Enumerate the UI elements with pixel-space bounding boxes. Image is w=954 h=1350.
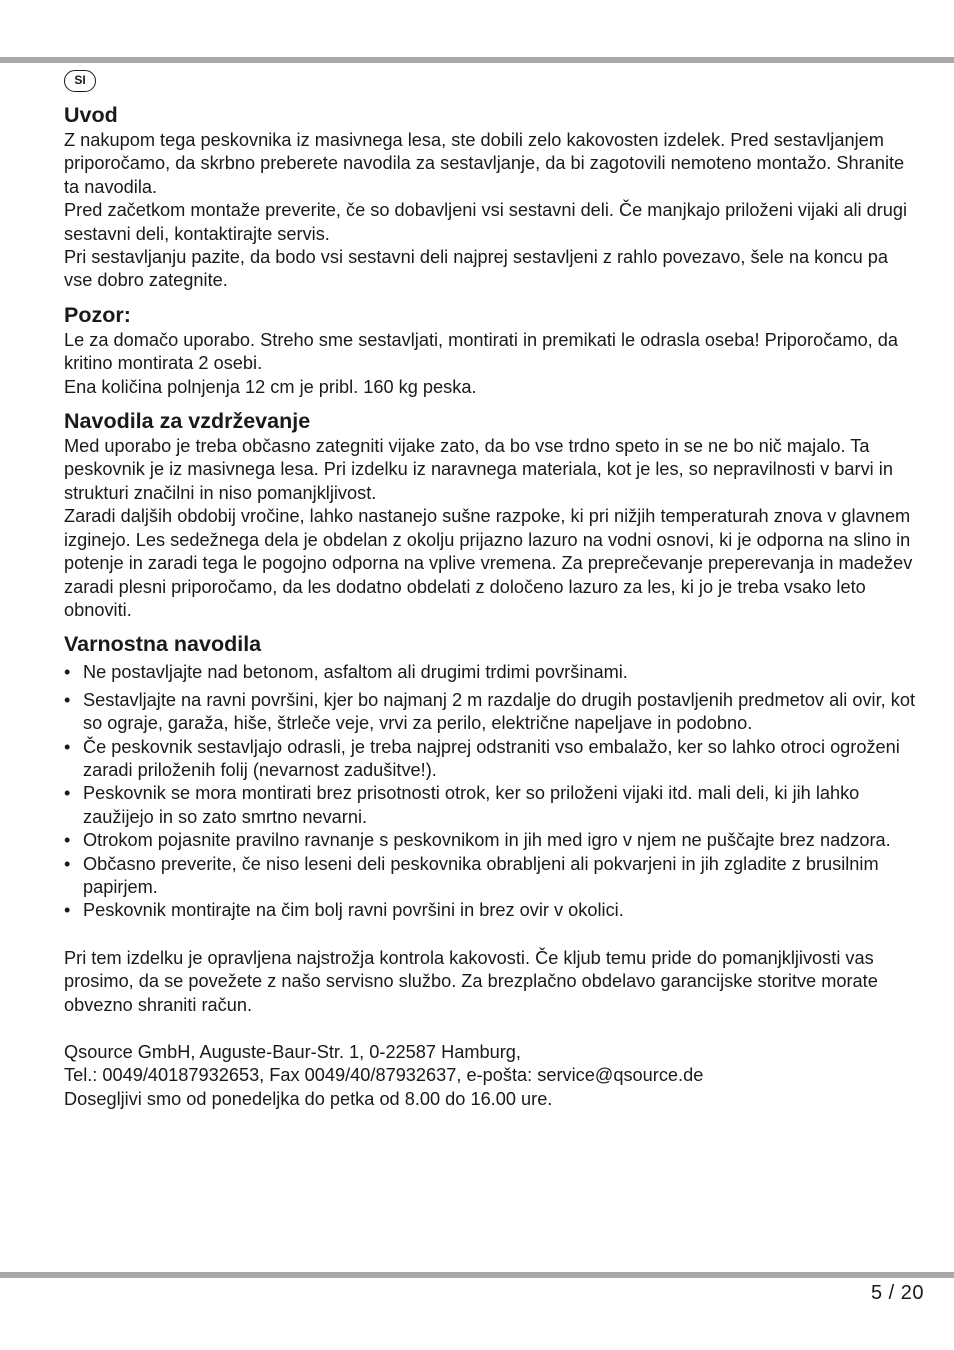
section-title-safety: Varnostna navodila <box>64 632 262 657</box>
section-title-caution: Pozor: <box>64 302 131 327</box>
intro-paragraph-2: Pred začetkom montaže preverite, če so dobavljeni vsi sestavni deli. Če manjkajo priloženi vijaki ali drugi sestavni deli, kontaktirajte servis. <box>64 200 908 244</box>
section-title-intro: Uvod <box>64 103 118 127</box>
safety-item-text: Sestavljajte na ravni površini, kjer bo najmanj 2 m razdalje do drugih postavljenih predmetov ali ovir, kot so ograje, garaža, hiše, štrleče veje, vrvi za perilo, električne napeljave in podobno. <box>83 689 915 734</box>
safety-item-text: Peskovnik montirajte na čim bolj ravni površini in brez ovir v okolici. <box>83 900 624 921</box>
section-caution <box>64 301 919 399</box>
list-item <box>64 853 919 900</box>
list-item <box>64 689 919 736</box>
maintenance-paragraph-1: Med uporabo je treba občasno zategniti vijake zato, da bo vse trdno speto in se ne bo nič majalo. Ta peskovnik je iz masivnega lesa. Pri izdelku iz naravnega materiala, kot je les, so nepravilnosti v barvi in strukturi značilni in niso pomanjkljivost. <box>64 436 893 503</box>
list-item <box>64 899 919 922</box>
caution-paragraph-2: Ena količina polnjenja 12 cm je pribl. 160 kg peska. <box>64 376 477 397</box>
bullet-icon: • <box>64 662 71 683</box>
safety-item-text: Ne postavljajte nad betonom, asfaltom ali drugimi trdimi površinami. <box>83 662 628 683</box>
bullet-icon: • <box>64 853 71 874</box>
language-badge-si: SI <box>64 70 96 92</box>
list-item <box>64 661 919 684</box>
contact-block <box>64 1041 919 1111</box>
bullet-icon: • <box>64 736 71 757</box>
safety-item-text: Občasno preverite, če niso leseni deli peskovnika obrabljeni ali pokvarjeni in jih zgladite z brusilnim papirjem. <box>83 853 879 897</box>
document-body <box>64 101 919 1111</box>
list-item <box>64 736 919 783</box>
intro-paragraph-1: Z nakupom tega peskovnika iz masivnega lesa, ste dobili zelo kakovosten izdelek. Pred sestavljanjem priporočamo, da skrbno preberete navodila za sestavljanje, da bi zagotovili nemoteno montažo. Shranite ta navodila. <box>64 130 905 197</box>
quality-note: Pri tem izdelku je opravljena najstrožja kontrola kakovosti. Če kljub temu pride do pomanjkljivosti vas prosimo, da se povežete z našo servisno službo. Za brezplačno obdelavo garancijske storitve morate obvezno shraniti račun. <box>64 947 878 1015</box>
bullet-icon: • <box>64 783 71 804</box>
section-title-maintenance: Navodila za vzdrževanje <box>64 409 311 434</box>
section-maintenance <box>64 407 919 622</box>
section-safety <box>64 630 919 922</box>
safety-item-text: Če peskovnik sestavljajo odrasli, je treba najprej odstraniti vso embalažo, ker so lahko otroci ogroženi zaradi priloženih folij (nevarnost zadušitve!). <box>83 736 900 780</box>
top-rule <box>0 57 954 63</box>
contact-address: Qsource GmbH, Auguste-Baur-Str. 1, 0-22587 Hamburg, <box>64 1042 521 1062</box>
contact-phone-line: Tel.: 0049/40187932653, Fax 0049/40/87932637, e-pošta: service@qsource.de <box>64 1065 704 1086</box>
page-number: 5 / 20 <box>870 1282 924 1304</box>
bullet-icon: • <box>64 900 71 921</box>
list-item <box>64 829 919 852</box>
contact-hours: Dosegljivi smo od ponedeljka do petka od 8.00 do 16.00 ure. <box>64 1088 553 1109</box>
list-item <box>64 782 919 829</box>
caution-paragraph-1: Le za domačo uporabo. Streho sme sestavljati, montirati in premikati le odrasla oseba! Priporočamo, da kritino montirata 2 osebi. <box>64 329 899 374</box>
section-intro <box>64 101 919 293</box>
safety-item-text: Peskovnik se mora montirati brez prisotnosti otrok, ker so priloženi vijaki itd. mali deli, ki jih lahko zaužijejo in so zato smrtno nevarni. <box>83 783 860 827</box>
bullet-icon: • <box>64 830 71 851</box>
safety-list <box>64 661 919 922</box>
maintenance-paragraph-2: Zaradi daljših obdobij vročine, lahko nastanejo sušne razpoke, ki pri nižjih temperaturah znova v glavnem izginejo. Les sedežnega dela je obdelan z okolju prijazno lazuro na vodni osnovi, ki je odporna na slino in potenje in zaradi tega le pogojno odporna na vplive vremena. Za preprečevanje preperevanja in madežev zaradi plesni priporočamo, da les dodatno obdelati z določeno lazuro za les, ki jo je treba vsako leto obnoviti. <box>64 506 913 620</box>
intro-paragraph-3: Pri sestavljanju pazite, da bodo vsi sestavni deli najprej sestavljeni z rahlo povezavo, šele na koncu pa vse dobro zategnite. <box>64 247 888 291</box>
bottom-rule <box>0 1272 954 1278</box>
safety-item-text: Otrokom pojasnite pravilno ravnanje s peskovnikom in jih med igro v njem ne puščajte brez nadzora. <box>83 830 891 851</box>
bullet-icon: • <box>64 689 71 710</box>
